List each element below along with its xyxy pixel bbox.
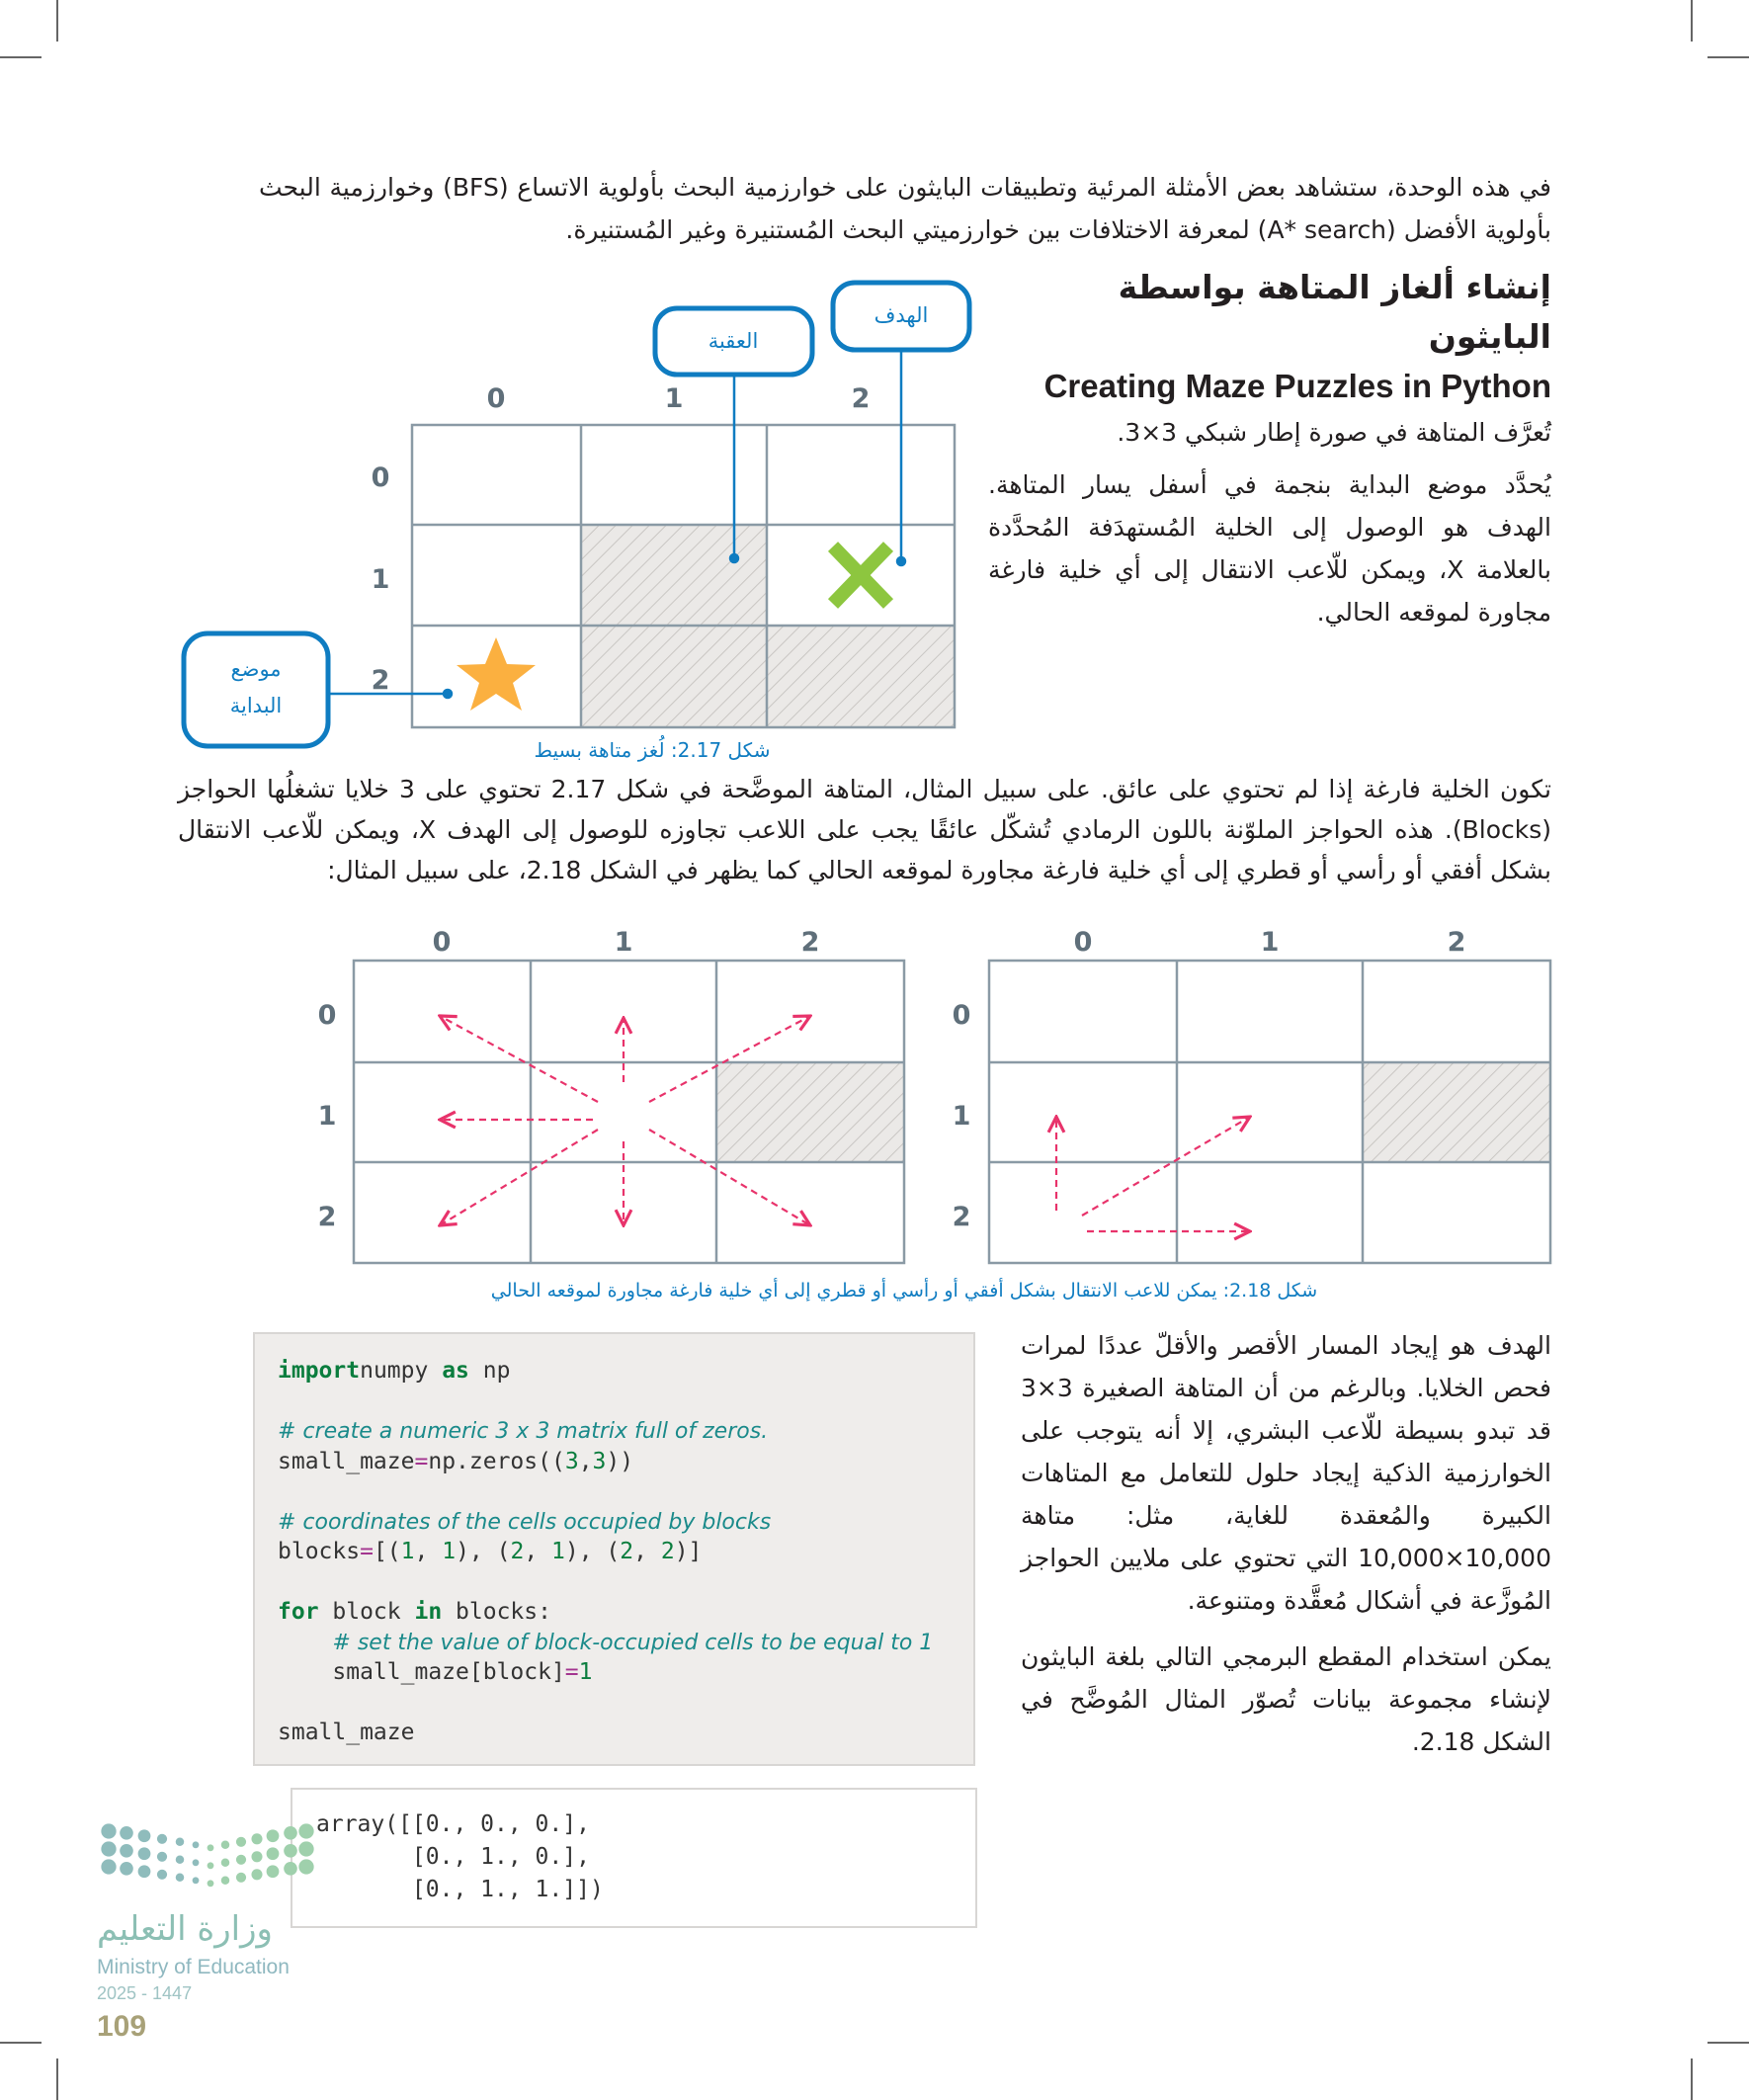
row-label: 1 xyxy=(952,1101,971,1132)
code-line xyxy=(278,1537,933,1567)
logo-dot xyxy=(221,1859,230,1868)
start-star-icon xyxy=(457,637,536,711)
code-text: )] xyxy=(674,1539,703,1564)
code-line xyxy=(278,1567,933,1598)
code-number: 3 xyxy=(592,1448,607,1474)
row-label: 2 xyxy=(317,1202,337,1232)
page-number: 109 xyxy=(97,2010,147,2043)
logo-dot xyxy=(267,1847,280,1860)
block-cell xyxy=(581,626,767,727)
logo-dot xyxy=(101,1841,116,1856)
code-operator: = xyxy=(360,1539,374,1564)
intro-paragraph: في هذه الوحدة، ستشاهد بعض الأمثلة المرئية وتطبيقات البايثون على خوارزمية البحث بأولوية الاتساع (BFS) وخوارزمية البحث بأولوية الأفضل (A* search) لمعرفة الاختلافات بين خوارزميتي البحث المُستنيرة وغير المُستنيرة. xyxy=(259,173,1551,244)
logo-dot xyxy=(221,1841,230,1850)
logo-dot xyxy=(208,1844,214,1851)
right-paragraph-code-intro: يمكن استخدام المقطع البرمجي التالي بلغة البايثون لإنشاء مجموعة بيانات تُصوّر المثال المُوضَّح في الشكل 2.18. xyxy=(1021,1642,1551,1756)
code-number: 2 xyxy=(660,1539,675,1564)
code-number: 2 xyxy=(510,1539,525,1564)
code-line xyxy=(278,1416,933,1447)
row-label: 2 xyxy=(952,1202,971,1232)
code-keyword: import xyxy=(278,1358,361,1384)
code-block xyxy=(278,1356,933,1748)
callout-start-label: موضع xyxy=(230,657,282,681)
code-operator: = xyxy=(564,1659,579,1685)
code-text: , xyxy=(414,1539,443,1564)
code-text: np xyxy=(468,1358,511,1384)
row-label: 1 xyxy=(371,564,390,595)
code-line xyxy=(278,1718,933,1748)
col-label: 0 xyxy=(486,383,506,414)
code-output: array([[0., 0., 0.], [0., 1., 0.], [0., 1., 1.]]) xyxy=(316,1811,604,1902)
code-comment: # create a numeric 3 x 3 matrix full of zeros. xyxy=(278,1419,769,1444)
figure-2-17-caption: شكل 2.17: لُغز متاهة بسيط xyxy=(534,738,771,762)
code-text: small_maze xyxy=(278,1448,415,1474)
logo-dot xyxy=(193,1859,200,1866)
logo-dot xyxy=(157,1834,167,1844)
right-text-flow xyxy=(1021,1324,1551,1763)
middle-paragraph: تكون الخلية فارغة إذا لم تحتوي على عائق. على سبيل المثال، المتاهة الموضَّحة في شكل 2.17 تحتوي على 3 خلايا تشغلُها الحواجز (Blocks). هذه الحواجز الملوّنة باللون الرمادي تُشكّل عائقًا يجب على اللاعب تجاوزه للوصول إلى الهدف X، ويمكن للّاعب الانتقال بشكل أفقي أو رأسي أو قطري إلى أي خلية فارغة مجاورة لموقعه الحالي كما يظهر في الشكل 2.18، على سبيل المثال: xyxy=(178,775,1551,884)
block-cell xyxy=(767,626,955,727)
logo-dot xyxy=(251,1869,262,1880)
logo-dot xyxy=(193,1841,200,1848)
top-text-flow xyxy=(259,166,1551,633)
logo-dot xyxy=(208,1862,214,1869)
code-number: 1 xyxy=(578,1659,593,1685)
code-text: small_maze xyxy=(278,1720,415,1745)
code-number: 1 xyxy=(551,1539,565,1564)
logo-dot xyxy=(101,1859,116,1874)
callout-block-label: العقبة xyxy=(708,329,759,353)
code-text: np.zeros(( xyxy=(428,1448,565,1474)
logo-dot xyxy=(138,1829,151,1842)
logo-dot xyxy=(208,1880,214,1887)
row-label: 2 xyxy=(371,665,390,696)
logo-dot xyxy=(284,1826,297,1840)
row-label: 0 xyxy=(317,1000,337,1031)
code-text: , xyxy=(578,1448,593,1474)
code-line xyxy=(278,1597,933,1628)
logo-dot xyxy=(120,1844,133,1858)
logo-dot xyxy=(176,1838,185,1847)
code-text: ), ( xyxy=(456,1539,511,1564)
col-label: 1 xyxy=(614,927,633,958)
logo-dot xyxy=(138,1847,151,1860)
maze-definition-text: تُعرَّف المتاهة في صورة إطار شبكي 3×3. xyxy=(1117,418,1551,447)
code-text xyxy=(278,1630,332,1655)
logo-dot xyxy=(267,1829,280,1842)
block-cell xyxy=(1363,1062,1550,1162)
code-text: , xyxy=(633,1539,661,1564)
logo-dot xyxy=(138,1865,151,1878)
logo-dot xyxy=(120,1862,133,1876)
figure-2-18-left xyxy=(318,927,904,1263)
figure-2-18-caption: شكل 2.18: يمكن للاعب الانتقال بشكل أفقي أو رأسي أو قطري إلى أي خلية فارغة مجاورة لموقعه الحالي xyxy=(490,1280,1318,1302)
code-text: ), ( xyxy=(564,1539,621,1564)
code-line xyxy=(278,1688,933,1719)
code-text: blocks xyxy=(278,1539,361,1564)
callout-goal-label: الهدف xyxy=(874,303,929,327)
move-arrow-diagonal xyxy=(1082,1117,1250,1216)
logo-dot xyxy=(298,1859,313,1874)
code-line xyxy=(278,1386,933,1417)
logo-dot xyxy=(176,1856,185,1865)
row-label: 1 xyxy=(317,1101,337,1132)
code-text: [( xyxy=(373,1539,401,1564)
code-text: blocks: xyxy=(442,1599,551,1625)
code-keyword: for xyxy=(278,1599,319,1625)
code-text: small_maze[block] xyxy=(278,1659,565,1685)
logo-dot xyxy=(176,1874,185,1883)
ministry-year: 2025 - 1447 xyxy=(97,1983,193,2003)
code-keyword: as xyxy=(442,1358,469,1384)
code-number: 1 xyxy=(442,1539,457,1564)
block-cell xyxy=(716,1062,904,1162)
logo-dot xyxy=(298,1823,313,1838)
code-keyword: in xyxy=(414,1599,443,1625)
code-text: numpy xyxy=(360,1358,443,1384)
logo-dot xyxy=(298,1841,313,1856)
logo-dot xyxy=(157,1870,167,1880)
section-title-ar: إنشاء ألغاز المتاهة بواسطة البايثون xyxy=(1118,268,1551,356)
code-line xyxy=(278,1356,933,1386)
row-label: 0 xyxy=(371,462,390,493)
code-line xyxy=(278,1657,933,1688)
logo-dot xyxy=(267,1865,280,1878)
logo-dot xyxy=(221,1877,230,1886)
col-label: 0 xyxy=(1073,927,1093,958)
code-operator: = xyxy=(414,1448,429,1474)
logo-dot xyxy=(236,1873,246,1883)
logo-dot xyxy=(236,1837,246,1847)
code-text: , xyxy=(524,1539,552,1564)
col-label: 2 xyxy=(851,383,871,414)
code-comment: # coordinates of the cells occupied by blocks xyxy=(278,1509,772,1535)
code-number: 3 xyxy=(564,1448,579,1474)
section-title-en: Creating Maze Puzzles in Python xyxy=(1043,368,1551,404)
logo-dot xyxy=(251,1833,262,1844)
section-intro-column xyxy=(988,263,1551,633)
logo-dot xyxy=(251,1851,262,1862)
code-text: )) xyxy=(606,1448,634,1474)
logo-dot xyxy=(157,1852,167,1862)
ministry-name-en: Ministry of Education xyxy=(97,1956,290,1978)
ministry-logo-icon xyxy=(97,1821,314,1906)
right-paragraph-goal: الهدف هو إيجاد المسار الأقصر والأقلّ عددًا لمرات فحص الخلايا. وبالرغم من أن المتاهة الصغيرة 3×3 قد تبدو بسيطة للّاعب البشري، إلا أنه يتوجب على الخوارزمية الذكية إيجاد حلول للتعامل مع المتاهات الكبيرة والمُعقدة للغاية، مثل: متاهة 10,000×10,000 التي تحتوي على ملايين الحواجز المُوزَّعة في أشكال مُعقَّدة ومتنوعة. xyxy=(1021,1331,1551,1615)
figure-2-18-right xyxy=(953,927,1550,1263)
col-label: 1 xyxy=(1260,927,1280,958)
logo-dot xyxy=(101,1823,116,1838)
col-label: 1 xyxy=(664,383,684,414)
code-number: 2 xyxy=(620,1539,634,1564)
code-number: 1 xyxy=(400,1539,415,1564)
code-line xyxy=(278,1507,933,1538)
col-label: 2 xyxy=(800,927,820,958)
code-comment: # set the value of block-occupied cells to be equal to 1 xyxy=(332,1630,934,1655)
code-line xyxy=(278,1476,933,1507)
col-label: 0 xyxy=(432,927,452,958)
logo-dot xyxy=(284,1844,297,1858)
callout-start xyxy=(184,633,328,746)
code-text: block xyxy=(318,1599,415,1625)
maze-description-text: يُحدَّد موضع البداية بنجمة في أسفل يسار المتاهة. الهدف هو الوصول إلى الخلية المُستهدَفة المُحدَّدة بالعلامة X، ويمكن للّاعب الانتقال إلى أي خلية فارغة مجاورة لموقعه الحالي. xyxy=(988,470,1551,627)
logo-dot xyxy=(193,1877,200,1884)
row-label: 0 xyxy=(952,1000,971,1031)
move-arrow-up-left xyxy=(440,1016,598,1102)
logo-dot xyxy=(120,1826,133,1840)
logo-dot xyxy=(236,1855,246,1865)
ministry-name-ar: وزارة التعليم xyxy=(97,1909,273,1949)
code-line xyxy=(278,1447,933,1477)
col-label: 2 xyxy=(1447,927,1466,958)
logo-dot xyxy=(284,1862,297,1876)
callout-start-label: البداية xyxy=(229,694,283,717)
code-line xyxy=(278,1628,933,1658)
move-arrow-down-left xyxy=(440,1130,598,1225)
